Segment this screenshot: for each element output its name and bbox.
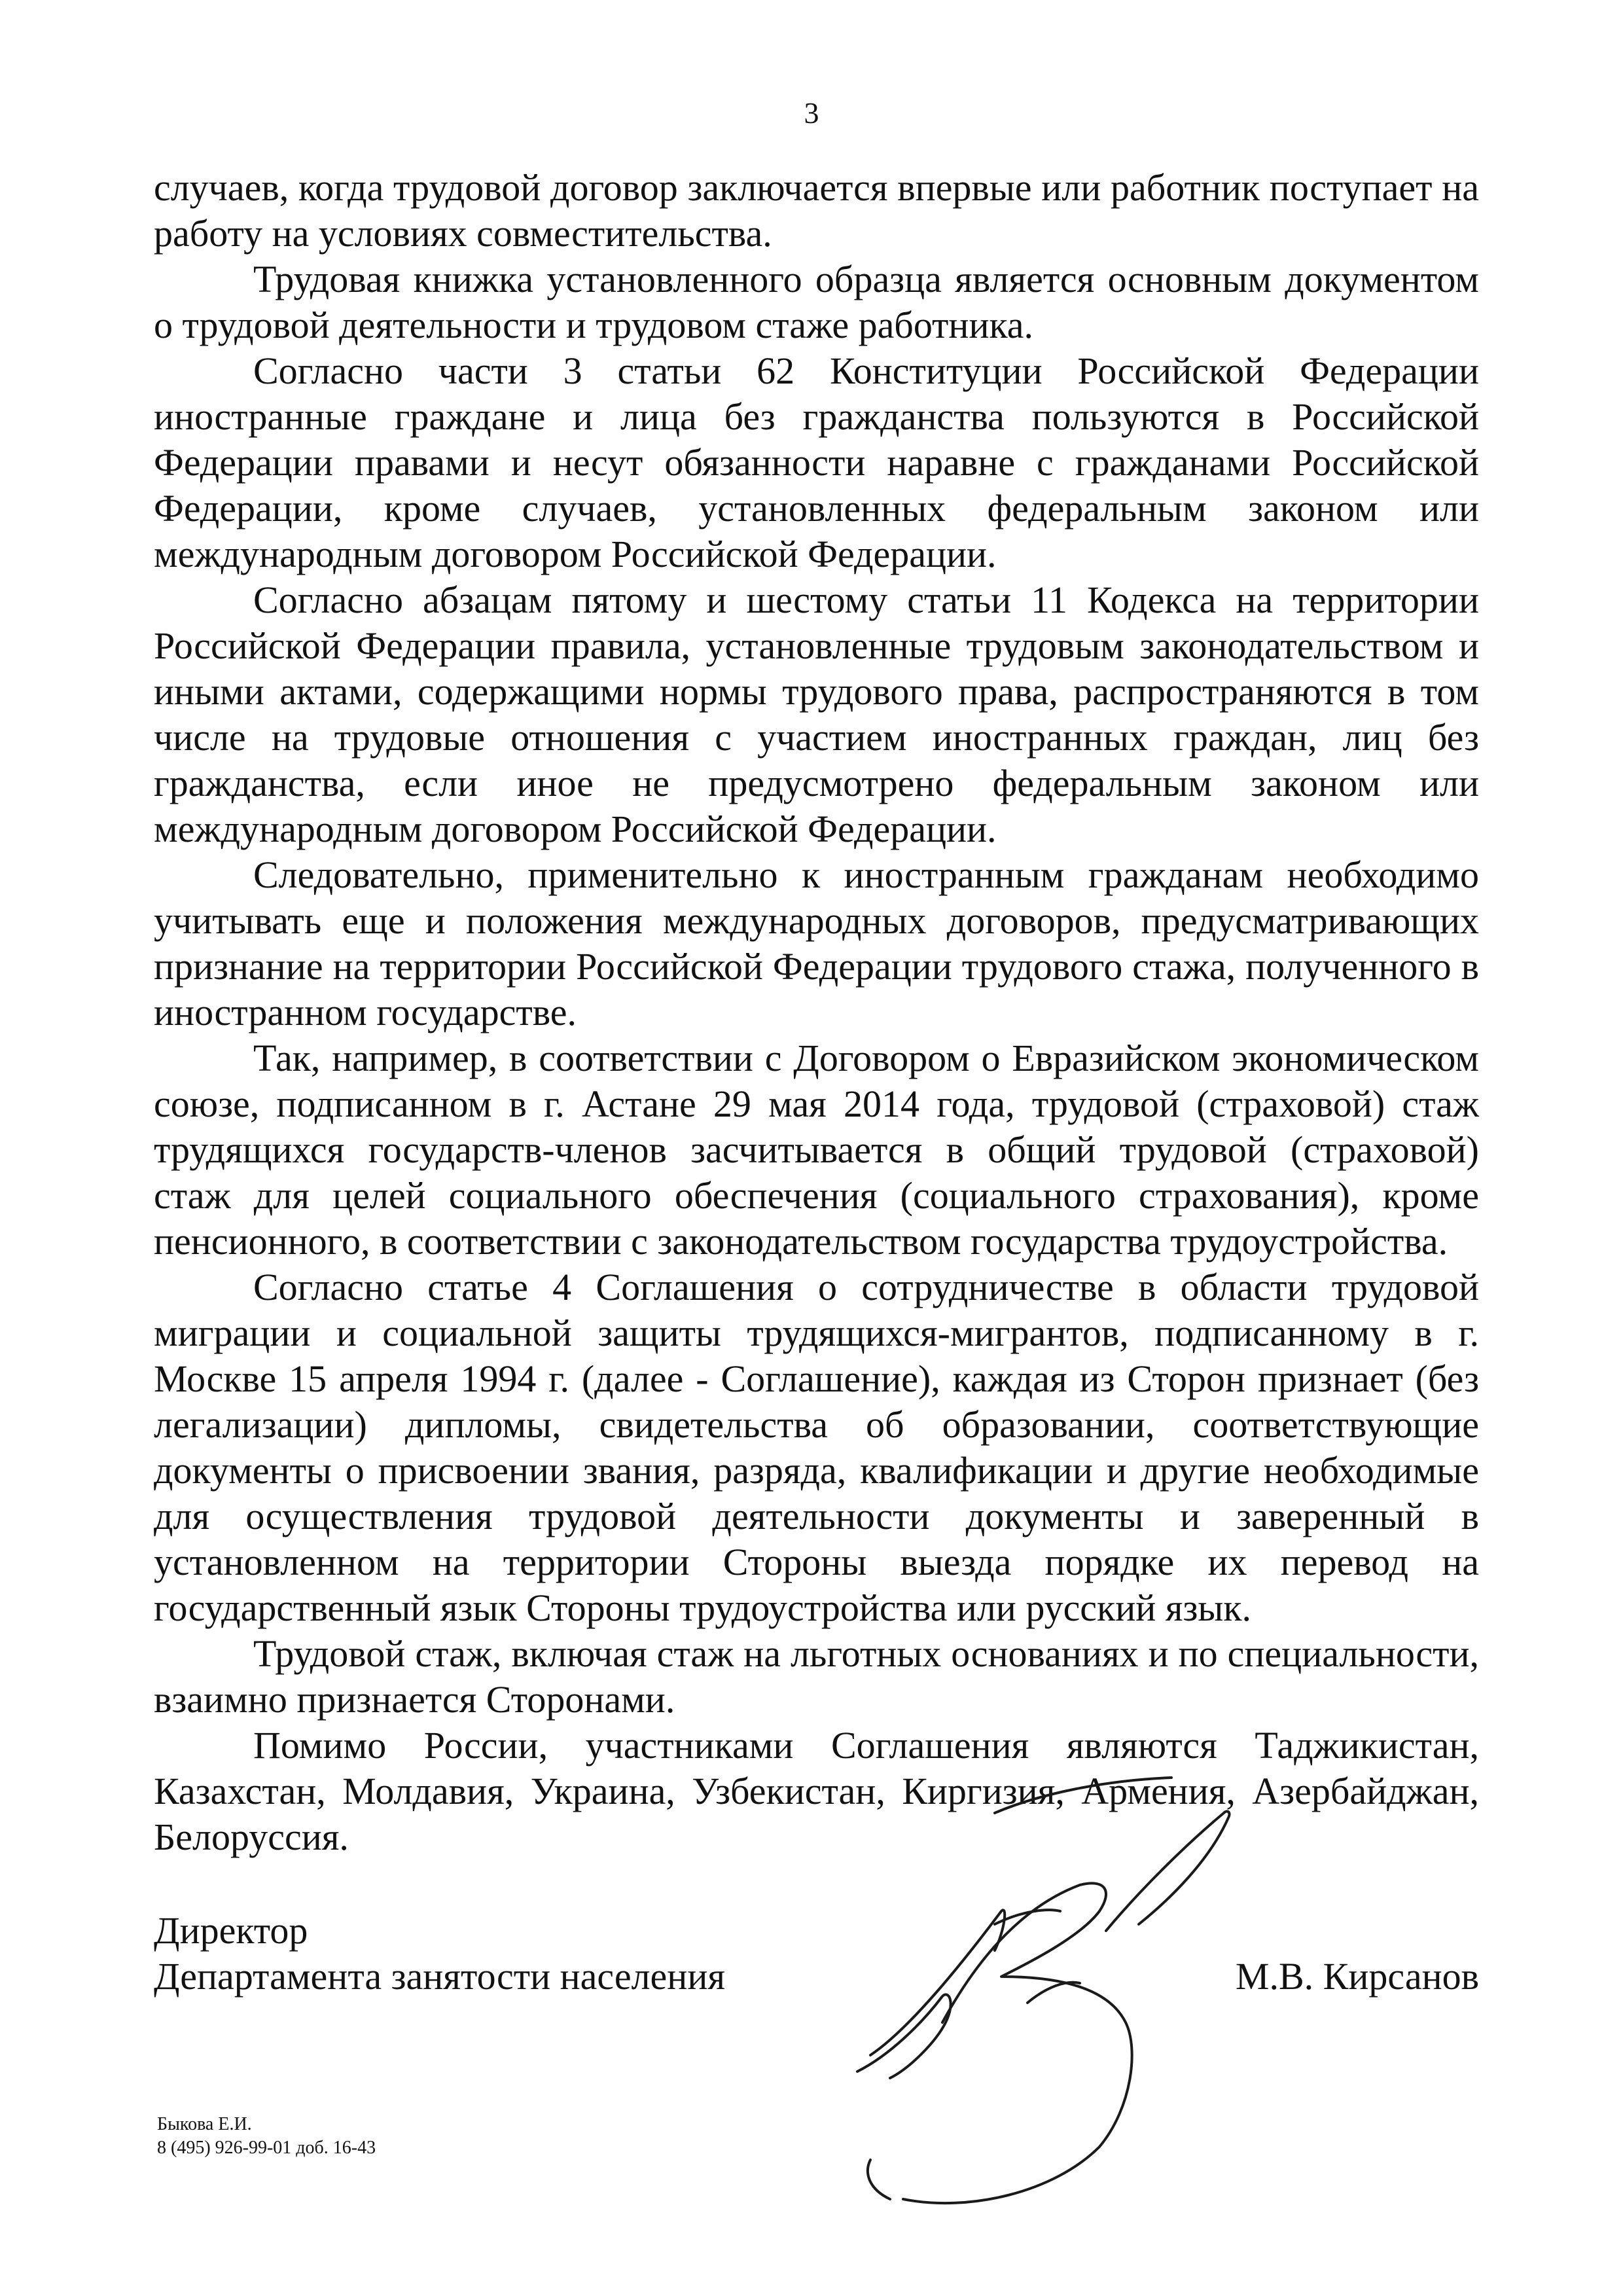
paragraph: Согласно статье 4 Соглашения о сотрудничестве в области трудовой миграции и социальной защиты трудящихся-мигрантов, подписанному в г. Москве 15 апреля 1994 г. (далее - Соглашение), каждая из Сторон признает (без легализации) дипломы, свидетельства об образовании, соответствующие документы о присвоении звания, разряда, квалификации и другие необходимые для осуществления трудовой деятельности документы и заверенный в установленном на территории Стороны выезда порядке их перевод на государственный язык Стороны трудоустройства или русский язык. [154,1266,1479,1629]
paragraph: Помимо России, участниками Соглашения являются Таджикистан, Казахстан, Молдавия, Украина, Узбекистан, Киргизия, Армения, Азербайджан, Белоруссия. [154,1724,1479,1858]
paragraph: Следовательно, применительно к иностранным гражданам необходимо учитывать еще и положения международных договоров, предусматривающих признание на территории Российской Федерации трудового стажа, полученного в иностранном государстве. [154,853,1479,1033]
signatory-name: М.В. Кирсанов [1235,1955,1479,1998]
paragraph: Трудовой стаж, включая стаж на льготных основаниях и по специальности, взаимно признается Сторонами. [154,1632,1479,1721]
paragraph: случаев, когда трудовой договор заключается впервые или работник поступает на работу на условиях совместительства. [154,166,1479,255]
signature-stroke [995,1778,1171,1813]
executor-contact [157,2113,376,2160]
page-number: 3 [804,96,819,130]
signature-stroke [868,2160,890,2199]
paragraph: Так, например, в соответствии с Договором о Евразийском экономическом союзе, подписанном в г. Астане 29 мая 2014 года, трудовой (страховой) стаж трудящихся государств-членов засчитывается в общий трудовой (страховой) стаж для целей социального обеспечения (социального страхования), кроме пенсионного, в соответствии с законодательством государства трудоустройства. [154,1037,1479,1263]
signatory-position: Директор [154,1909,308,1952]
paragraph: Трудовая книжка установленного образца является основным документом о трудовой деятельности и трудовом стаже работника. [154,258,1479,346]
signature-block [154,1908,1479,2000]
executor-phone: 8 (495) 926-99-01 доб. 16-43 [157,2138,376,2158]
signatory-department: Департамента занятости населения [154,1955,726,1998]
signature-stroke [857,1994,951,2078]
letter-body [154,165,1479,1860]
executor-name: Быкова Е.И. [157,2114,252,2134]
paragraph: Согласно части 3 статьи 62 Конституции Российской Федерации иностранные граждане и лица без гражданства пользуются в Российской Федерации правами и несут обязанности наравне с гражданами Российской Федерации, кроме случаев, установленных федеральным законом или международным договором Российской Федерации. [154,350,1479,575]
paragraph: Согласно абзацам пятому и шестому статьи 11 Кодекса на территории Российской Федерации правила, установленные трудовым законодательством и иными актами, содержащими нормы трудового права, распространяются в том числе на трудовые отношения с участием иностранных граждан, лиц без гражданства, если иное не предусмотрено федеральным законом или международным договором Российской Федерации. [154,579,1479,850]
